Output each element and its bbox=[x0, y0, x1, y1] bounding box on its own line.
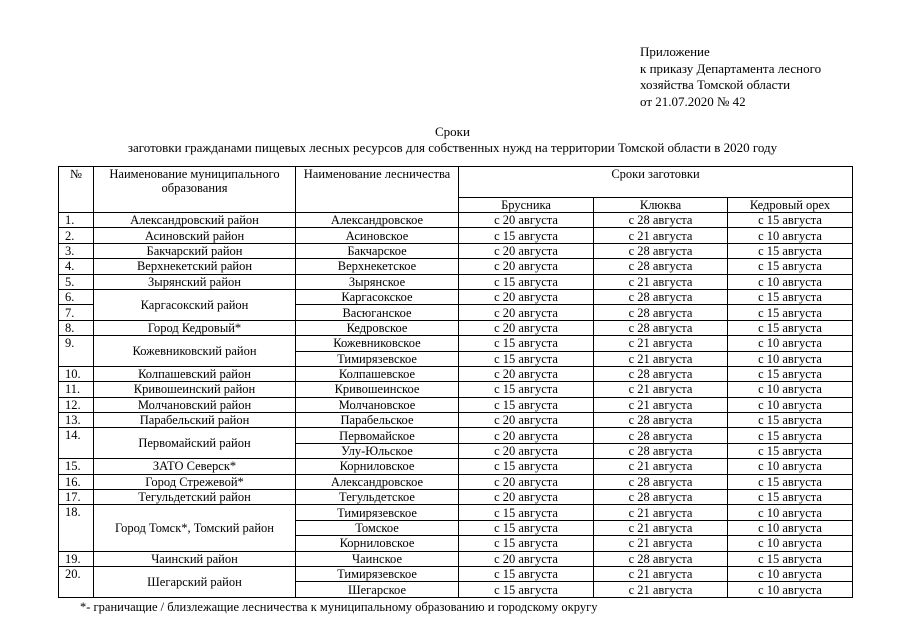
row-number: 8. bbox=[59, 320, 94, 335]
lingonberry-date: с 20 августа bbox=[459, 259, 594, 274]
lingonberry-date: с 15 августа bbox=[459, 566, 594, 581]
municipality-cell: Парабельский район bbox=[94, 413, 296, 428]
table-row bbox=[59, 413, 853, 428]
table-body bbox=[59, 213, 853, 598]
appendix-line: от 21.07.2020 № 42 bbox=[640, 93, 746, 109]
forestry-cell: Александровское bbox=[296, 213, 459, 228]
municipality-cell: Чаинский район bbox=[94, 551, 296, 566]
appendix-block bbox=[640, 44, 821, 110]
cranberry-date: с 21 августа bbox=[594, 228, 728, 243]
lingonberry-date: с 20 августа bbox=[459, 551, 594, 566]
lingonberry-date: с 15 августа bbox=[459, 520, 594, 535]
municipality-cell: Город Томск*, Томский район bbox=[94, 505, 296, 551]
lingonberry-date: с 20 августа bbox=[459, 366, 594, 381]
cedar-nut-date: с 15 августа bbox=[728, 213, 853, 228]
municipality-cell: Кривошеинский район bbox=[94, 382, 296, 397]
forestry-cell: Тимирязевское bbox=[296, 351, 459, 366]
cranberry-date: с 28 августа bbox=[594, 243, 728, 258]
lingonberry-date: с 20 августа bbox=[459, 413, 594, 428]
municipality-cell: Город Стрежевой* bbox=[94, 474, 296, 489]
table-row bbox=[59, 213, 853, 228]
cranberry-date: с 28 августа bbox=[594, 320, 728, 335]
cedar-nut-date: с 15 августа bbox=[728, 366, 853, 381]
cranberry-date: с 21 августа bbox=[594, 566, 728, 581]
forestry-cell: Молчановское bbox=[296, 397, 459, 412]
lingonberry-date: с 20 августа bbox=[459, 428, 594, 443]
table-row bbox=[59, 474, 853, 489]
table-row bbox=[59, 397, 853, 412]
row-number: 3. bbox=[59, 243, 94, 258]
municipality-cell: Молчановский район bbox=[94, 397, 296, 412]
lingonberry-date: с 15 августа bbox=[459, 505, 594, 520]
appendix-line: к приказу Департамента лесного bbox=[640, 60, 822, 76]
cedar-nut-date: с 10 августа bbox=[728, 520, 853, 535]
forestry-cell: Кожевниковское bbox=[296, 336, 459, 351]
cedar-nut-date: с 10 августа bbox=[728, 536, 853, 551]
cedar-nut-date: с 10 августа bbox=[728, 336, 853, 351]
forestry-cell: Тегульдетское bbox=[296, 490, 459, 505]
forestry-cell: Каргасокское bbox=[296, 289, 459, 304]
cedar-nut-date: с 15 августа bbox=[728, 443, 853, 458]
cedar-nut-date: с 15 августа bbox=[728, 259, 853, 274]
header-forestry: Наименование лесничества bbox=[296, 167, 459, 213]
lingonberry-date: с 20 августа bbox=[459, 490, 594, 505]
lingonberry-date: с 15 августа bbox=[459, 536, 594, 551]
cranberry-date: с 21 августа bbox=[594, 505, 728, 520]
row-number: 13. bbox=[59, 413, 94, 428]
cranberry-date: с 28 августа bbox=[594, 213, 728, 228]
table-row bbox=[59, 274, 853, 289]
row-number: 16. bbox=[59, 474, 94, 489]
header-lingonberry: Брусника bbox=[459, 198, 594, 213]
forestry-cell: Бакчарское bbox=[296, 243, 459, 258]
cedar-nut-date: с 10 августа bbox=[728, 582, 853, 597]
cedar-nut-date: с 15 августа bbox=[728, 305, 853, 320]
cedar-nut-date: с 15 августа bbox=[728, 320, 853, 335]
municipality-cell: Первомайский район bbox=[94, 428, 296, 459]
cranberry-date: с 28 августа bbox=[594, 413, 728, 428]
municipality-cell: Бакчарский район bbox=[94, 243, 296, 258]
table-row bbox=[59, 259, 853, 274]
lingonberry-date: с 15 августа bbox=[459, 351, 594, 366]
harvest-terms-table bbox=[58, 166, 853, 598]
cedar-nut-date: с 10 августа bbox=[728, 351, 853, 366]
cedar-nut-date: с 15 августа bbox=[728, 289, 853, 304]
table-row bbox=[59, 289, 853, 304]
municipality-cell: Город Кедровый* bbox=[94, 320, 296, 335]
table-row bbox=[59, 320, 853, 335]
lingonberry-date: с 20 августа bbox=[459, 443, 594, 458]
lingonberry-date: с 15 августа bbox=[459, 336, 594, 351]
cranberry-date: с 28 августа bbox=[594, 490, 728, 505]
appendix-line: Приложение bbox=[640, 44, 710, 59]
cedar-nut-date: с 10 августа bbox=[728, 228, 853, 243]
cranberry-date: с 28 августа bbox=[594, 259, 728, 274]
table-row bbox=[59, 566, 853, 581]
lingonberry-date: с 15 августа bbox=[459, 397, 594, 412]
table-row bbox=[59, 228, 853, 243]
cedar-nut-date: с 15 августа bbox=[728, 551, 853, 566]
lingonberry-date: с 15 августа bbox=[459, 459, 594, 474]
row-number: 12. bbox=[59, 397, 94, 412]
lingonberry-date: с 15 августа bbox=[459, 382, 594, 397]
row-number: 4. bbox=[59, 259, 94, 274]
header-cedar-nut: Кедровый орех bbox=[728, 198, 853, 213]
row-number: 2. bbox=[59, 228, 94, 243]
row-number: 15. bbox=[59, 459, 94, 474]
footnote: *- граничащие / близлежащие лесничества к муниципальному образованию и городскому округу bbox=[80, 600, 598, 614]
cedar-nut-date: с 15 августа bbox=[728, 474, 853, 489]
cedar-nut-date: с 15 августа bbox=[728, 413, 853, 428]
forestry-cell: Улу-Юльское bbox=[296, 443, 459, 458]
table-row bbox=[59, 490, 853, 505]
cedar-nut-date: с 15 августа bbox=[728, 490, 853, 505]
cranberry-date: с 28 августа bbox=[594, 289, 728, 304]
lingonberry-date: с 20 августа bbox=[459, 474, 594, 489]
appendix-line: хозяйства Томской области bbox=[640, 77, 791, 92]
forestry-cell: Парабельское bbox=[296, 413, 459, 428]
cranberry-date: с 21 августа bbox=[594, 351, 728, 366]
municipality-cell: Тегульдетский район bbox=[94, 490, 296, 505]
forestry-cell: Тимирязевское bbox=[296, 505, 459, 520]
forestry-cell: Кедровское bbox=[296, 320, 459, 335]
municipality-cell: Шегарский район bbox=[94, 566, 296, 597]
forestry-cell: Верхнекетское bbox=[296, 259, 459, 274]
cranberry-date: с 21 августа bbox=[594, 397, 728, 412]
table-row bbox=[59, 243, 853, 258]
municipality-cell: Колпашевский район bbox=[94, 366, 296, 381]
lingonberry-date: с 15 августа bbox=[459, 582, 594, 597]
table-row bbox=[59, 428, 853, 443]
forestry-cell: Корниловское bbox=[296, 459, 459, 474]
cranberry-date: с 28 августа bbox=[594, 551, 728, 566]
cranberry-date: с 21 августа bbox=[594, 582, 728, 597]
municipality-cell: Кожевниковский район bbox=[94, 336, 296, 367]
forestry-cell: Кривошеинское bbox=[296, 382, 459, 397]
table-row bbox=[59, 505, 853, 520]
cedar-nut-date: с 10 августа bbox=[728, 382, 853, 397]
row-number: 6. bbox=[59, 289, 94, 304]
row-number: 5. bbox=[59, 274, 94, 289]
forestry-cell: Васюганское bbox=[296, 305, 459, 320]
lingonberry-date: с 20 августа bbox=[459, 243, 594, 258]
cranberry-date: с 21 августа bbox=[594, 520, 728, 535]
row-number: 10. bbox=[59, 366, 94, 381]
row-number: 14. bbox=[59, 428, 94, 459]
cedar-nut-date: с 15 августа bbox=[728, 243, 853, 258]
cranberry-date: с 21 августа bbox=[594, 459, 728, 474]
forestry-cell: Шегарское bbox=[296, 582, 459, 597]
forestry-cell: Зырянское bbox=[296, 274, 459, 289]
cranberry-date: с 28 августа bbox=[594, 366, 728, 381]
cranberry-date: с 21 августа bbox=[594, 536, 728, 551]
document-title bbox=[0, 124, 905, 156]
municipality-cell: Асиновский район bbox=[94, 228, 296, 243]
lingonberry-date: с 15 августа bbox=[459, 228, 594, 243]
header-municipality: Наименование муниципального образования bbox=[94, 167, 296, 213]
cedar-nut-date: с 10 августа bbox=[728, 459, 853, 474]
cranberry-date: с 28 августа bbox=[594, 305, 728, 320]
header-num: № bbox=[59, 167, 94, 213]
municipality-cell: Верхнекетский район bbox=[94, 259, 296, 274]
row-number: 20. bbox=[59, 566, 94, 597]
title-line-1: Сроки bbox=[435, 124, 470, 139]
row-number: 7. bbox=[59, 305, 94, 320]
cranberry-date: с 21 августа bbox=[594, 274, 728, 289]
row-number: 9. bbox=[59, 336, 94, 367]
row-number: 1. bbox=[59, 213, 94, 228]
cedar-nut-date: с 10 августа bbox=[728, 274, 853, 289]
row-number: 19. bbox=[59, 551, 94, 566]
lingonberry-date: с 15 августа bbox=[459, 274, 594, 289]
cedar-nut-date: с 10 августа bbox=[728, 397, 853, 412]
municipality-cell: ЗАТО Северск* bbox=[94, 459, 296, 474]
forestry-cell: Колпашевское bbox=[296, 366, 459, 381]
forestry-cell: Чаинское bbox=[296, 551, 459, 566]
forestry-cell: Тимирязевское bbox=[296, 566, 459, 581]
table-row bbox=[59, 459, 853, 474]
municipality-cell: Каргасокский район bbox=[94, 289, 296, 320]
row-number: 11. bbox=[59, 382, 94, 397]
cedar-nut-date: с 15 августа bbox=[728, 428, 853, 443]
header-terms: Сроки заготовки bbox=[459, 167, 853, 198]
municipality-cell: Александровский район bbox=[94, 213, 296, 228]
table-row bbox=[59, 382, 853, 397]
forestry-cell: Александровское bbox=[296, 474, 459, 489]
cedar-nut-date: с 10 августа bbox=[728, 505, 853, 520]
table-row bbox=[59, 366, 853, 381]
row-number: 18. bbox=[59, 505, 94, 551]
title-line-2: заготовки гражданами пищевых лесных ресурсов для собственных нужд на территории Томской области в 2020 году bbox=[127, 140, 778, 155]
cranberry-date: с 28 августа bbox=[594, 474, 728, 489]
lingonberry-date: с 20 августа bbox=[459, 289, 594, 304]
cranberry-date: с 21 августа bbox=[594, 336, 728, 351]
cedar-nut-date: с 10 августа bbox=[728, 566, 853, 581]
forestry-cell: Томское bbox=[296, 520, 459, 535]
table-row bbox=[59, 336, 853, 351]
header-cranberry: Клюква bbox=[594, 198, 728, 213]
forestry-cell: Корниловское bbox=[296, 536, 459, 551]
municipality-cell: Зырянский район bbox=[94, 274, 296, 289]
table-row bbox=[59, 551, 853, 566]
cranberry-date: с 28 августа bbox=[594, 443, 728, 458]
forestry-cell: Первомайское bbox=[296, 428, 459, 443]
forestry-cell: Асиновское bbox=[296, 228, 459, 243]
lingonberry-date: с 20 августа bbox=[459, 213, 594, 228]
lingonberry-date: с 20 августа bbox=[459, 305, 594, 320]
cranberry-date: с 28 августа bbox=[594, 428, 728, 443]
lingonberry-date: с 20 августа bbox=[459, 320, 594, 335]
cranberry-date: с 21 августа bbox=[594, 382, 728, 397]
row-number: 17. bbox=[59, 490, 94, 505]
